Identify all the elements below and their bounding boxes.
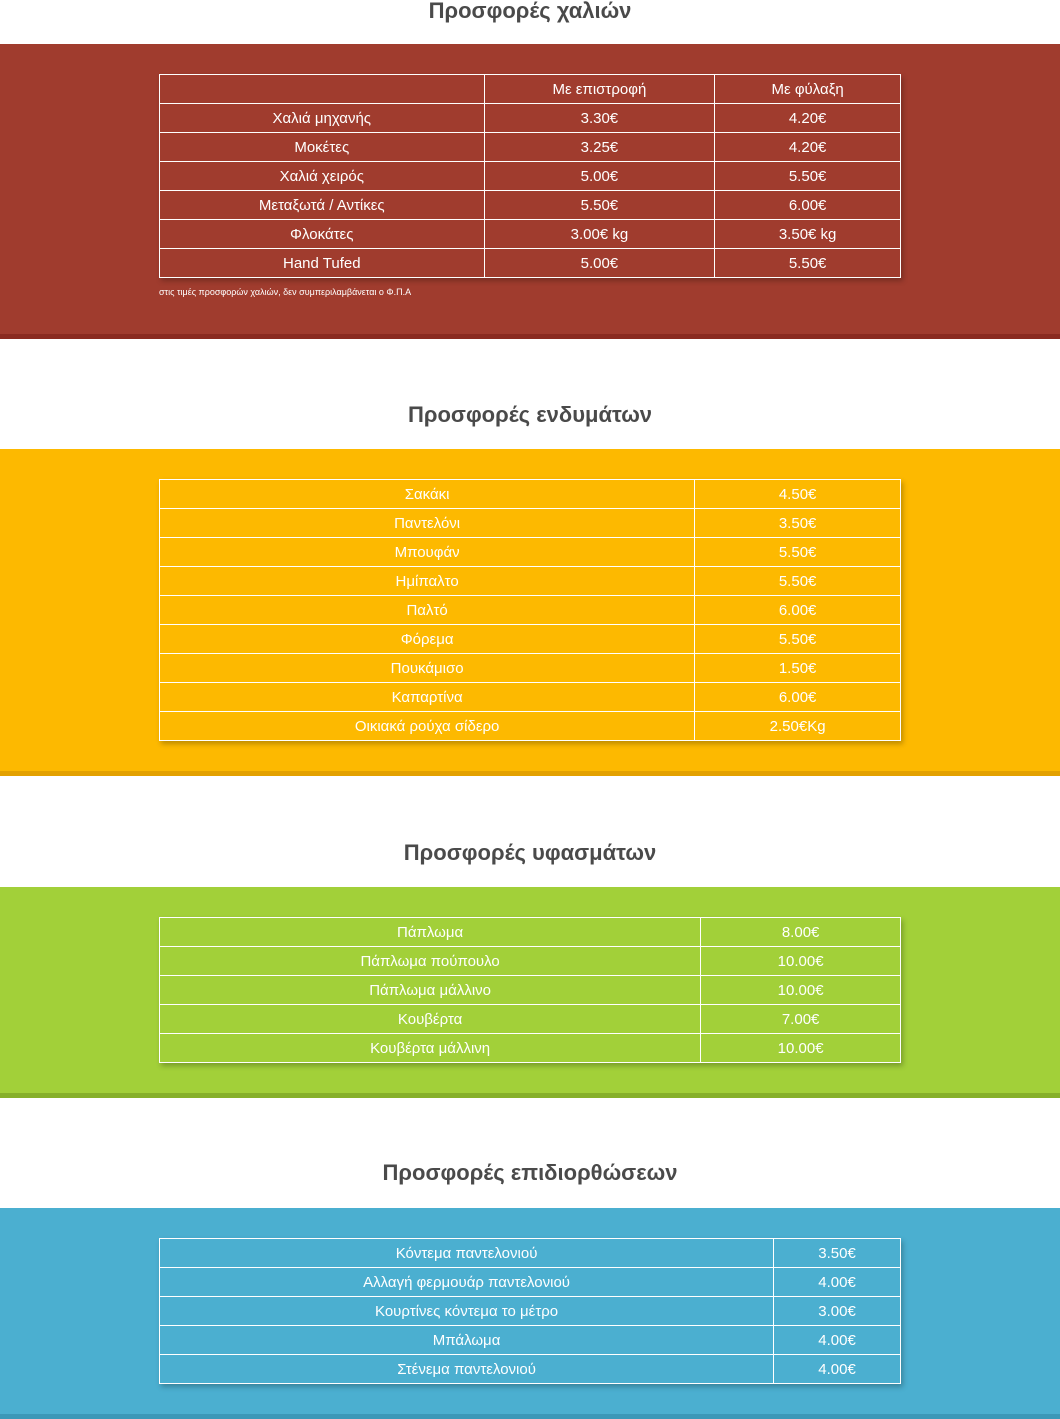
item-price: 5.50€ [695, 567, 901, 596]
item-price: 3.50€ [695, 509, 901, 538]
table-row [160, 947, 901, 976]
price-return: 3.00€ kg [484, 220, 715, 249]
item-name: Φλοκάτες [160, 220, 485, 249]
price-storage: 5.50€ [715, 162, 901, 191]
table-row [160, 1239, 901, 1268]
fabrics-section-title: Προσφορές υφασμάτων [403, 840, 657, 865]
table-row [160, 1034, 901, 1063]
price-storage: 6.00€ [715, 191, 901, 220]
price-storage: 3.50€ kg [715, 220, 901, 249]
item-name: Πάπλωμα πούπουλο [160, 947, 701, 976]
table-row [160, 104, 901, 133]
table-row [160, 1268, 901, 1297]
item-price: 4.00€ [774, 1355, 901, 1384]
item-name: Σακάκι [160, 480, 695, 509]
carpets-price-table [159, 74, 901, 278]
item-price: 4.50€ [695, 480, 901, 509]
item-price: 5.50€ [695, 538, 901, 567]
table-row [160, 162, 901, 191]
table-row [160, 683, 901, 712]
table-header-cell [160, 75, 485, 104]
table-row [160, 625, 901, 654]
item-name: Μοκέτες [160, 133, 485, 162]
item-price: 7.00€ [701, 1005, 901, 1034]
repairs-price-table [159, 1238, 901, 1384]
table-row [160, 976, 901, 1005]
item-name: Παντελόνι [160, 509, 695, 538]
item-name: Μπουφάν [160, 538, 695, 567]
price-return: 3.25€ [484, 133, 715, 162]
item-name: Οικιακά ρούχα σίδερο [160, 712, 695, 741]
item-name: Μπάλωμα [160, 1326, 774, 1355]
item-name: Κουβέρτα [160, 1005, 701, 1034]
item-price: 10.00€ [701, 976, 901, 1005]
item-name: Καπαρτίνα [160, 683, 695, 712]
table-header-row [160, 75, 901, 104]
item-price: 8.00€ [701, 918, 901, 947]
item-price: 6.00€ [695, 596, 901, 625]
item-name: Κουβέρτα μάλλινη [160, 1034, 701, 1063]
item-price: 6.00€ [695, 683, 901, 712]
price-storage: 4.20€ [715, 133, 901, 162]
price-storage: 4.20€ [715, 104, 901, 133]
table-row [160, 538, 901, 567]
table-row [160, 509, 901, 538]
price-return: 5.00€ [484, 249, 715, 278]
item-name: Φόρεμα [160, 625, 695, 654]
item-price: 3.00€ [774, 1297, 901, 1326]
item-price: 4.00€ [774, 1326, 901, 1355]
table-row [160, 1297, 901, 1326]
item-name: Κόντεμα παντελονιού [160, 1239, 774, 1268]
fabrics-price-table [159, 917, 901, 1063]
item-name: Χαλιά χειρός [160, 162, 485, 191]
item-price: 3.50€ [774, 1239, 901, 1268]
item-price: 5.50€ [695, 625, 901, 654]
table-row [160, 567, 901, 596]
item-price: 1.50€ [695, 654, 901, 683]
item-price: 2.50€Kg [695, 712, 901, 741]
table-row [160, 1355, 901, 1384]
table-row [160, 1326, 901, 1355]
price-return: 5.50€ [484, 191, 715, 220]
price-storage: 5.50€ [715, 249, 901, 278]
item-name: Πάπλωμα μάλλινο [160, 976, 701, 1005]
item-name: Στένεμα παντελονιού [160, 1355, 774, 1384]
item-name: Hand Tufed [160, 249, 485, 278]
clothes-section-title: Προσφορές ενδυμάτων [407, 402, 653, 427]
price-return: 3.30€ [484, 104, 715, 133]
table-row [160, 249, 901, 278]
table-row [160, 191, 901, 220]
table-row [160, 480, 901, 509]
item-name: Ημίπαλτο [160, 567, 695, 596]
vat-note: στις τιμές προσφορών χαλιών, δεν συμπεριλαμβάνεται ο Φ.Π.Α [159, 287, 412, 297]
clothes-price-table [159, 479, 901, 741]
item-price: 10.00€ [701, 947, 901, 976]
carpets-section-title: Προσφορές χαλιών [428, 0, 632, 23]
item-name: Χαλιά μηχανής [160, 104, 485, 133]
table-row [160, 654, 901, 683]
item-price: 10.00€ [701, 1034, 901, 1063]
item-name: Κουρτίνες κόντεμα το μέτρο [160, 1297, 774, 1326]
price-return: 5.00€ [484, 162, 715, 191]
table-header-cell: Με φύλαξη [715, 75, 901, 104]
table-row [160, 918, 901, 947]
table-row [160, 596, 901, 625]
item-name: Μεταξωτά / Αντίκες [160, 191, 485, 220]
table-row [160, 133, 901, 162]
item-name: Αλλαγή φερμουάρ παντελονιού [160, 1268, 774, 1297]
item-name: Πάπλωμα [160, 918, 701, 947]
table-row [160, 1005, 901, 1034]
table-header-cell: Με επιστροφή [484, 75, 715, 104]
item-name: Παλτό [160, 596, 695, 625]
item-name: Πουκάμισο [160, 654, 695, 683]
table-row [160, 712, 901, 741]
repairs-section-title: Προσφορές επιδιορθώσεων [382, 1160, 678, 1185]
item-price: 4.00€ [774, 1268, 901, 1297]
table-row [160, 220, 901, 249]
